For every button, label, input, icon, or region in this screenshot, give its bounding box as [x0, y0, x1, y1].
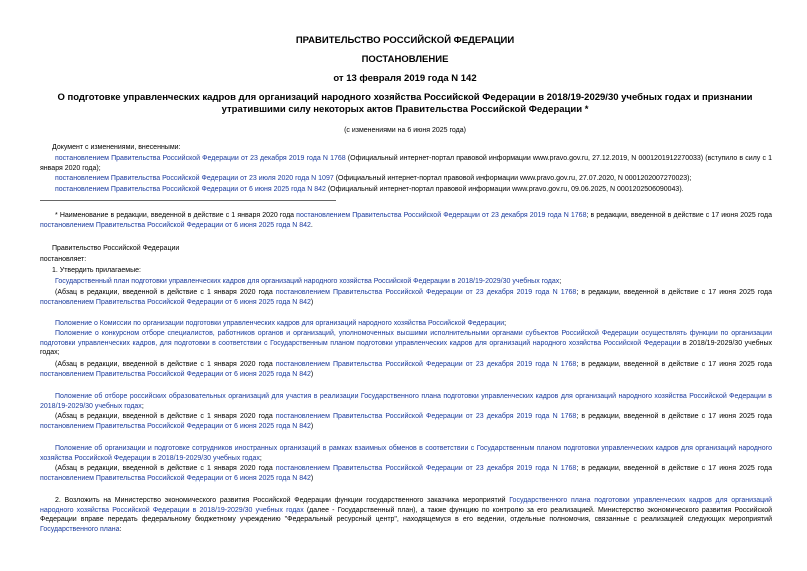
edu-org-link[interactable]: Положение об отборе российских образовательных организаций для участия в реализации Государственного плана подготовки управленческих кадров для организаций народного хозяйства Российской Федерации в 2018/19-2029/30 учебных годах [40, 393, 772, 410]
document-type: ПОСТАНОВЛЕНИЕ [361, 54, 449, 65]
edition-link-842[interactable]: постановлением Правительства Российской Федерации от 6 июня 2025 года N 842 [40, 298, 311, 306]
edition-link-1768[interactable]: постановлением Правительства Российской Федерации от 23 декабря 2019 года N 1768 [275, 289, 577, 296]
plan-paragraph: Государственный план подготовки управленческих кадров для организаций народного хозяйства Российской Федерации в 2018/19-2029/30 учебных годах; [55, 278, 562, 285]
edition-link-1768[interactable]: постановлением Правительства Российской Федерации от 23 декабря 2019 года N 1768 [275, 465, 577, 472]
edition-link-842[interactable]: постановлением Правительства Российской Федерации от 6 июня 2025 года N 842 [40, 474, 311, 482]
amendment-2: постановлением Правительства Российской Федерации от 23 июля 2020 года N 1097 (Официальный интернет-портал правовой информации www.pravo.gov.ru, 27.07.2020, N 0001202007270023); [55, 175, 692, 182]
amendments-intro: Документ с изменениями, внесенными: [52, 144, 181, 151]
footnote: * Наименование в редакции, введенной в действие с 1 января 2020 года постановлением Правительства Российской Федерации от 23 декабря 2019 года N 1768; в редакции, введенной в действие с 17 июня 2025 года постановлением Правительства Российской Федерации от 6 июня 2025 года N 842. [40, 212, 773, 229]
edition-note: (Абзац в редакции, введенной в действие с 1 января 2020 года постановлением Правительства Российской Федерации от 23 декабря 2019 года N 1768; в редакции, введенной в действие с 17 июня 2025 года постановлением Правительства Российской Федерации от 6 июня 2025 года N 842) [40, 465, 772, 482]
edition-note: (Абзац в редакции, введенной в действие с 1 января 2020 года постановлением Правительства Российской Федерации от 23 декабря 2019 года N 1768; в редакции, введенной в действие с 17 июня 2025 года постановлением Правительства Российской Федерации от 6 июня 2025 года N 842) [40, 289, 772, 306]
footnote-link-2[interactable]: постановлением Правительства Российской Федерации от 6 июня 2025 года N 842 [40, 221, 311, 229]
edu-org-paragraph: Положение об отборе российских образовательных организаций для участия в реализации Государственного плана подготовки управленческих кадров для организаций народного хозяйства Российской Федерации в 2018/19-2029/30 учебных годах; [40, 393, 772, 410]
amendment-3: постановлением Правительства Российской Федерации от 6 июня 2025 года N 842 (Официальный интернет-портал правовой информации www.pravo.gov.ru, 09.06.2025, N 0001202506090043). [55, 186, 684, 193]
edition-note: (Абзац в редакции, введенной в действие с 1 января 2020 года постановлением Правительства Российской Федерации от 23 декабря 2019 года N 1768; в редакции, введенной в действие с 17 июня 2025 года постановлением Правительства Российской Федерации от 6 июня 2025 года N 842) [40, 413, 772, 430]
footnote-link-1[interactable]: постановлением Правительства Российской Федерации от 23 декабря 2019 года N 1768 [296, 212, 587, 219]
plan-link[interactable]: Государственный план подготовки управленческих кадров для организаций народного хозяйства Российской Федерации в 2018/19-2029/30 учебных годах [55, 278, 560, 285]
item-2-paragraph: 2. Возложить на Министерство экономического развития Российской Федерации функции государственного заказчика мероприятий Государственного плана подготовки управленческих кадров для организаций народного хозяйства Российской Федерации в 2018/19-2029/30 учебных годах (далее - Государственный план), а также функцию по контролю за его реализацией. Министерство экономического развития Российской Федерации вправе передать федеральному бюджетному учреждению "Федеральный ресурсный центр", находящемуся в его ведении, отдельные полномочия, связанные с реализацией следующих мероприятий Государственного плана: [40, 497, 773, 533]
commission-paragraph: Положение о Комиссии по организации подготовки управленческих кадров для организаций народного хозяйства Российской Федерации; [55, 320, 507, 327]
document-title: О подготовке управленческих кадров для организаций народного хозяйства Российской Федерации в 2018/19-2029/30 учебных годах и признании утратившими силу некоторых актов Правительства Российской Федерации * [57, 92, 753, 115]
edition-note: (Абзац в редакции, введенной в действие с 1 января 2020 года постановлением Правительства Российской Федерации от 23 декабря 2019 года N 1768; в редакции, введенной в действие с 17 июня 2025 года постановлением Правительства Российской Федерации от 6 июня 2025 года N 842) [40, 361, 772, 378]
amendment-3-link[interactable]: постановлением Правительства Российской Федерации от 6 июня 2025 года N 842 [55, 186, 326, 193]
foreign-org-paragraph: Положение об организации и подготовке сотрудников иностранных организаций в рамках взаимных обменов в соответствии с Государственным планом подготовки управленческих кадров для организаций народного хозяйства Российской Федерации в 2018/19-2029/30 учебных годах; [40, 445, 772, 462]
government-heading: ПРАВИТЕЛЬСТВО РОССИЙСКОЙ ФЕДЕРАЦИИ [295, 35, 515, 46]
commission-link[interactable]: Положение о Комиссии по организации подготовки управленческих кадров для организаций народного хозяйства Российской Федерации [55, 320, 505, 327]
amendment-1: постановлением Правительства Российской Федерации от 23 декабря 2019 года N 1768 (Официальный интернет-портал правовой информации www.pravo.gov.ru, 27.12.2019, N 0001201912270033) (вступило в силу с 1 января 2020 года); [40, 155, 772, 172]
edition-link-1768[interactable]: постановлением Правительства Российской Федерации от 23 декабря 2019 года N 1768 [275, 361, 577, 368]
edition-link-842[interactable]: постановлением Правительства Российской Федерации от 6 июня 2025 года N 842 [40, 370, 311, 378]
government-line: Правительство Российской Федерации [52, 245, 180, 252]
item-1: 1. Утвердить прилагаемые: [52, 267, 141, 274]
contest-link[interactable]: Положение о конкурсном отборе специалистов, работников органов и организаций, уполномоченных высшими исполнительными органами субъектов Российской Федерации осуществлять функции по организации подготовки управленческих кадров, для подготовки в соответствии с Государственным планом подготовки управленческих кадров для организаций народного хозяйства Российской Федерации [40, 330, 772, 347]
resolves-line: постановляет: [40, 256, 87, 263]
contest-paragraph: Положение о конкурсном отборе специалистов, работников органов и организаций, уполномоченных высшими исполнительными органами субъектов Российской Федерации осуществлять функции по организации подготовки управленческих кадров, для подготовки в соответствии с Государственным планом подготовки управленческих кадров для организаций народного хозяйства Российской Федерации в 2018/19-2029/30 учебных годах; [40, 330, 772, 357]
edition-link-842[interactable]: постановлением Правительства Российской Федерации от 6 июня 2025 года N 842 [40, 422, 311, 430]
edition-link-1768[interactable]: постановлением Правительства Российской Федерации от 23 декабря 2019 года N 1768 [275, 413, 577, 420]
amendment-1-link[interactable]: постановлением Правительства Российской Федерации от 23 декабря 2019 года N 1768 [55, 155, 346, 162]
foreign-org-link[interactable]: Положение об организации и подготовке сотрудников иностранных организаций в рамках взаимных обменов в соответствии с Государственным планом подготовки управленческих кадров для организаций народного хозяйства Российской Федерации в 2018/19-2029/30 учебных годах [40, 445, 772, 462]
amendment-2-link[interactable]: постановлением Правительства Российской Федерации от 23 июля 2020 года N 1097 [55, 175, 334, 182]
state-plan-link[interactable]: Государственного плана подготовки управленческих кадров для организаций народного хозяйства Российской Федерации в 2018/19-2029/30 учебных годах [40, 497, 772, 514]
changes-note: (с изменениями на 6 июня 2025 года) [344, 127, 466, 134]
divider [40, 200, 336, 201]
document-date: от 13 февраля 2019 года N 142 [333, 73, 477, 84]
state-plan-short-link[interactable]: Государственного плана [40, 525, 120, 533]
